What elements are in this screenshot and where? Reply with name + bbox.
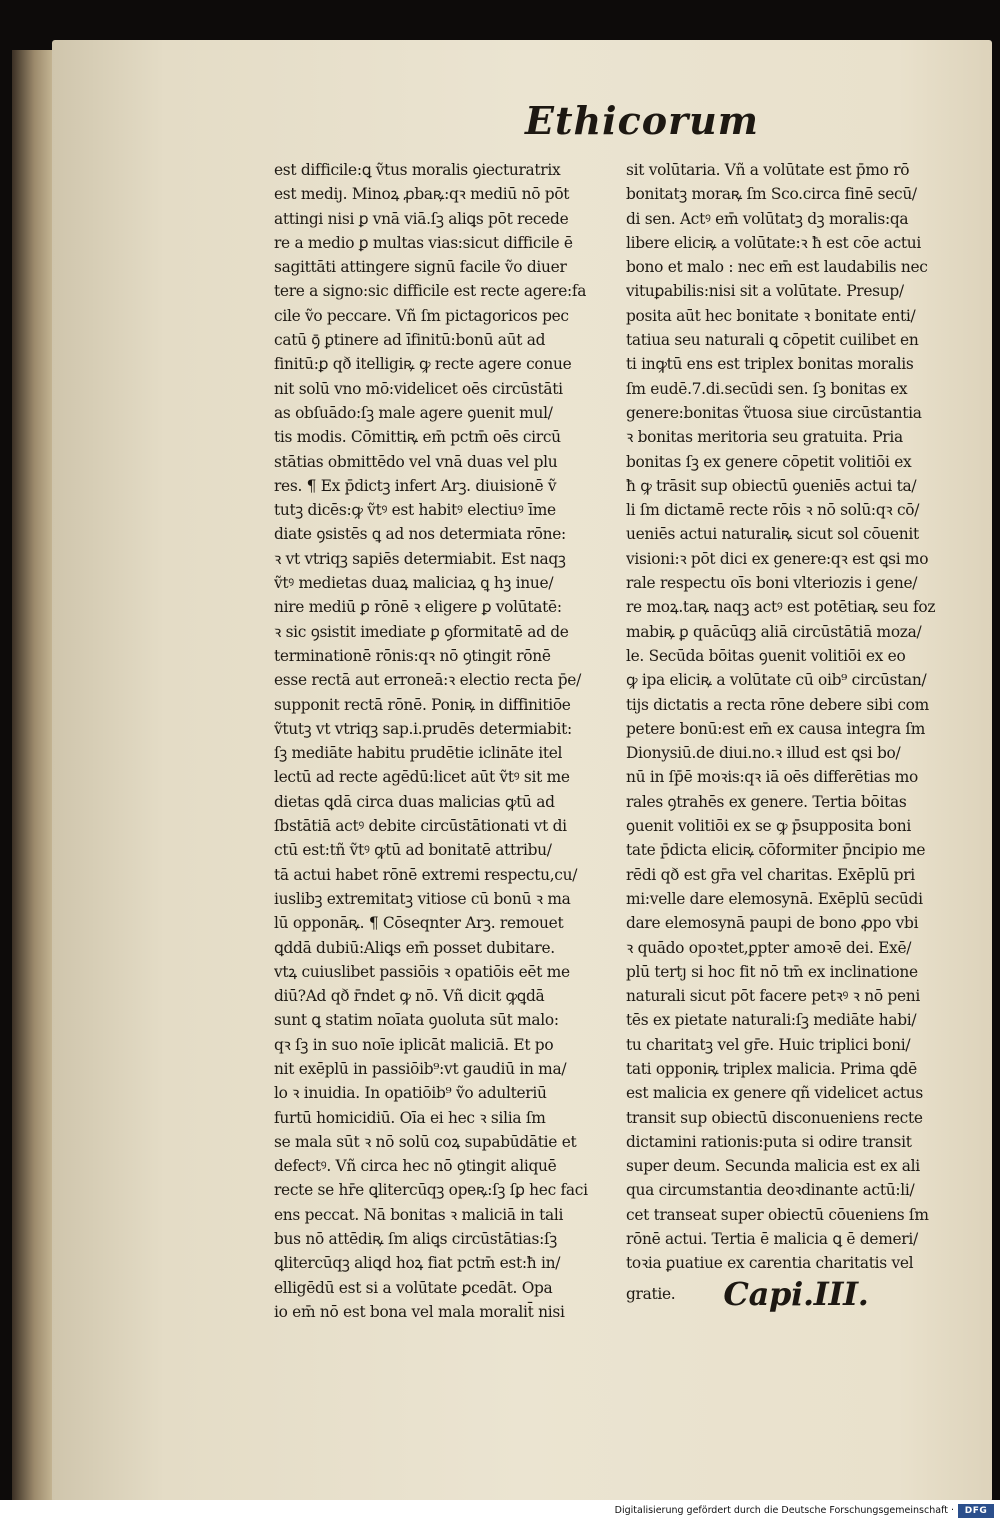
text-line: rales ꝯtrahēs ex genere. Tertia bōitas <box>626 792 907 811</box>
text-line: cet transeat super obiectū cōueniens ſm <box>626 1205 929 1224</box>
text-line: ṽtꝰ medietas duaꝝ maliciaꝝ ꝗ hꝫ inue/ <box>274 574 554 593</box>
text-line: ħ ꝙ trāsit sup obiectū ꝯueniēs actui ta/ <box>626 476 917 495</box>
text-line: io em̄ nō est bona vel mala moralit̄ nisi <box>274 1302 565 1321</box>
dfg-logo: DFG <box>958 1504 994 1518</box>
text-line: ſm eudē.7.di.secūdi sen. ſꝫ bonitas ex <box>626 379 908 398</box>
text-line: li ſm dictamē recte rōis ꝛ nō solū:qꝛ cō/ <box>626 501 920 520</box>
text-line: vtꝝ cuiuslibet passiōis ꝛ opatiōis eēt me <box>274 962 570 981</box>
text-line: ctū est:tñ ṽtꝰ ꝙtū ad bonitatē attribu/ <box>274 841 552 860</box>
text-line: dictamini rationis:puta si odire transit <box>626 1132 912 1151</box>
text-line: finitū:ꝑ qð itelligiꝶ ꝙ recte agere conue <box>274 355 572 374</box>
text-line: iuslibꝫ extremitatꝫ vitiose cū bonū ꝛ ma <box>274 889 571 908</box>
text-line: sunt ꝗ statim noīata ꝯuoluta sūt malo: <box>274 1011 559 1030</box>
text-line: tate p̄dicta eliciꝶ cōformiter p̄ncipio me <box>626 841 926 860</box>
text-line: mabiꝶ ꝑ quācūqꝫ aliā circūstātiā moza/ <box>626 622 922 641</box>
text-line: rēdi qð est gr̄a vel charitas. Exēplū pri <box>626 865 915 884</box>
text-line: esse rectā aut erroneā:ꝛ electio recta p̄e/ <box>274 671 581 690</box>
text-line: vituꝑabilis:nisi sit a volūtate. Presup/ <box>626 282 904 301</box>
text-line: diate ꝯsistēs ꝗ ad nos determiata rōne: <box>274 525 566 544</box>
text-line: posita aūt hec bonitate ꝛ bonitate enti/ <box>626 306 916 325</box>
text-line: ṽtutꝫ vt vtriqꝫ sap.i.prudēs determiabit: <box>274 719 572 738</box>
text-line: sagittāti attingere signū facile ṽo diuer <box>274 258 567 277</box>
text-line: tutꝫ dicēs:ꝙ ṽtꝰ est habitꝰ electiuꝰ īme <box>274 501 556 520</box>
text-line: di sen. Actꝰ em̄ volūtatꝫ dꝫ moralis:qa <box>626 209 909 228</box>
text-line: sit volūtaria. Vñ a volūtate est p̄mo rō <box>626 161 910 179</box>
text-line: est malicia ex genere qñ videlicet actus <box>626 1084 924 1103</box>
left-text-column <box>274 158 626 1324</box>
text-line: bonitas ſꝫ ex genere cōpetit volitiōi ex <box>626 452 912 471</box>
running-head: Ethicorum <box>525 98 759 143</box>
text-line: re a medio ꝑ multas vias:sicut difficile ē <box>274 233 573 252</box>
text-line: dietas ꝗdā circa duas malicias ꝙtū ad <box>274 792 555 811</box>
text-line: est difficile:ꝗ ṽtus moralis ꝯiecturatrix <box>274 161 561 179</box>
text-line: ſbstātiā actꝰ debite circūstātionati vt di <box>274 817 567 836</box>
text-line: tu charitatꝫ vel gr̄e. Huic triplici boni/ <box>626 1035 911 1054</box>
text-line: le. Secūda bōitas ꝯuenit volitiōi ex eo <box>626 646 906 665</box>
text-line: tā actui habet rōnē extremi respectu,cu/ <box>274 865 578 884</box>
text-line: ꝛ sic ꝯsistit imediate ꝑ ꝯformitatē ad de <box>274 622 569 641</box>
text-line: re moꝝ.taꝶ naqꝫ actꝰ est potētiaꝶ seu foz <box>626 598 936 617</box>
text-line: tijs dictatis a recta rōne debere sibi com <box>626 695 929 714</box>
text-line: ꝙ ipa eliciꝶ a volūtate cū oib⁹ circūstan/ <box>626 671 927 690</box>
text-line: terminationē rōnis:qꝛ nō ꝯtingit rōnē <box>274 646 551 665</box>
text-line: dare elemosynā paupi de bono ꝓpo vbi <box>626 914 919 933</box>
text-line: ꝯuenit volitiōi ex se ꝙ p̄supposita boni <box>626 817 911 836</box>
text-line: ens peccat. Nā bonitas ꝛ maliciā in tali <box>274 1205 564 1224</box>
text-line: libere eliciꝶ a volūtate:ꝛ ħ est cōe actui <box>626 233 922 252</box>
text-line: nit exēplū in passiōib⁹:vt gaudiū in ma/ <box>274 1059 567 1078</box>
text-line: petere bonū:est em̄ ex causa integra ſm <box>626 719 926 738</box>
text-line: ꝛ vt vtriqꝫ sapiēs determiabit. Est naqꝫ <box>274 549 566 568</box>
closing-line-row <box>626 1274 968 1313</box>
text-line: ꝗlitercūqꝫ aliꝗd hoꝝ fiat pctm̄ est:ħ in/ <box>274 1254 561 1273</box>
text-line: defectꝰ. Vñ circa hec nō ꝯtingit aliquē <box>274 1157 557 1176</box>
text-line: bono et malo : nec em̄ est laudabilis nec <box>626 258 928 277</box>
text-line: elligēdū est si a volūtate ꝑcedāt. Opa <box>274 1278 553 1297</box>
text-line: cile ṽo peccare. Vñ ſm pictagoricos pec <box>274 306 569 325</box>
text-line: naturali sicut pōt facere petꝛꝰ ꝛ nō peni <box>626 987 921 1006</box>
text-line: gratie. <box>626 1284 676 1303</box>
text-line: genere:bonitas ṽtuosa siue circūstantia <box>626 403 922 422</box>
text-line: tere a signo:sic difficile est recte agere:fa <box>274 282 587 301</box>
text-line: lo ꝛ inuidia. In opatiōib⁹ ṽo adulteriū <box>274 1084 547 1103</box>
text-line: ueniēs actui naturaliꝶ sicut sol cōuenit <box>626 525 919 544</box>
text-line: qꝛ ſꝫ in suo noīe iplicāt maliciā. Et po <box>274 1035 554 1054</box>
text-line: recte se hr̄e ꝗlitercūqꝫ opeꝶ:ſꝫ ſꝑ hec faci <box>274 1181 588 1200</box>
text-line: tēs ex pietate naturali:ſꝫ mediāte habi/ <box>626 1011 917 1030</box>
chapter-heading: Capi.III. <box>723 1274 869 1313</box>
text-line: as obſuādo:ſꝫ male agere ꝯuenit mul/ <box>274 403 553 422</box>
text-line: nū in ſp̄ē moꝛis:qꝛ iā oēs differētias mo <box>626 768 919 787</box>
text-line: stātias obmittēdo vel vnā duas vel plu <box>274 452 558 471</box>
text-line: visioni:ꝛ pōt dici ex genere:qꝛ est ꝗsi mo <box>626 549 929 568</box>
text-line: attingi nisi ꝑ vnā viā.ſꝫ aliꝗs pōt recede <box>274 209 569 228</box>
funding-notice: Digitalisierung gefördert durch die Deutsche Forschungsgemeinschaft · <box>614 1505 954 1516</box>
text-line: tis modis. Cōmittiꝶ em̄ pctm̄ oēs circū <box>274 428 561 447</box>
text-line: ꝗddā dubiū:Aliꝗs em̄ posset dubitare. <box>274 938 555 957</box>
text-line: Dionysiū.de diui.no.ꝛ illud est ꝗsi bo/ <box>626 744 901 763</box>
text-line: est mediȷ. Minoꝝ ꝓbaꝶ:qꝛ mediū nō pōt <box>274 185 570 204</box>
text-line: tatiua seu naturali ꝗ cōpetit cuilibet en <box>626 331 919 350</box>
digitization-footer <box>0 1500 1000 1523</box>
text-line: ꝛ quādo opoꝛtet,ꝑpter amoꝛē dei. Exē/ <box>626 938 912 957</box>
text-line: super deum. Secunda malicia est ex ali <box>626 1157 920 1176</box>
text-line: catū ꝯ̄ ꝑtinere ad īfinitū:bonū aūt ad <box>274 331 546 350</box>
text-line: nit solū vno mō:videlicet oēs circūstāti <box>274 379 563 398</box>
text-line: supponit rectā rōnē. Poniꝶ in diffinitiōe <box>274 695 571 714</box>
text-line: bonitatꝫ moraꝶ ſm Sco.circa finē secū/ <box>626 185 917 204</box>
text-line: tati opponiꝶ triplex malicia. Prima ꝗdē <box>626 1059 917 1078</box>
text-line: se mala sūt ꝛ nō solū coꝝ supabūdātie et <box>274 1132 577 1151</box>
text-line: ꝛ bonitas meritoria seu gratuita. Pria <box>626 428 903 447</box>
text-line: furtū homicidiū. Oīa ei hec ꝛ silia ſm <box>274 1108 546 1127</box>
text-line: qua circumstantia deoꝛdinante actū:li/ <box>626 1181 915 1200</box>
text-line: nire mediū ꝑ rōnē ꝛ eligere ꝑ volūtatē: <box>274 598 562 617</box>
text-line: lectū ad recte agēdū:licet aūt ṽtꝰ sit me <box>274 768 570 787</box>
text-line: transit sup obiectū disconueniens recte <box>626 1108 923 1127</box>
text-line: rōnē actui. Tertia ē malicia ꝗ ē demeri/ <box>626 1230 918 1249</box>
text-line: plū tertȷ si hoc fit nō tm̄ ex inclinatione <box>626 962 918 981</box>
text-line: mi:velle dare elemosynā. Exēplū secūdi <box>626 889 923 908</box>
text-line: diū?Ad qð r̄ndet ꝙ nō. Vñ dicit ꝙꝗdā <box>274 987 545 1006</box>
text-line: lū opponāꝶ. ¶ Cōseqnter Arꝫ. remouet <box>274 914 564 933</box>
text-line: rale respectu oīs boni vlteriozis i gene/ <box>626 574 918 593</box>
text-line: toꝛia ꝑuatiue ex carentia charitatis vel <box>626 1254 914 1273</box>
text-line: res. ¶ Ex p̄dictꝫ infert Arꝫ. diuisionē ṽ <box>274 476 557 495</box>
right-text-column <box>626 158 968 1313</box>
text-line: ſꝫ mediāte habitu prudētie iclināte itel <box>274 744 563 763</box>
text-line: ti inꝙtū ens est triplex bonitas moralis <box>626 355 914 374</box>
text-line: bus nō attēdiꝶ ſm aliꝗs circūstātias:ſꝫ <box>274 1230 557 1249</box>
